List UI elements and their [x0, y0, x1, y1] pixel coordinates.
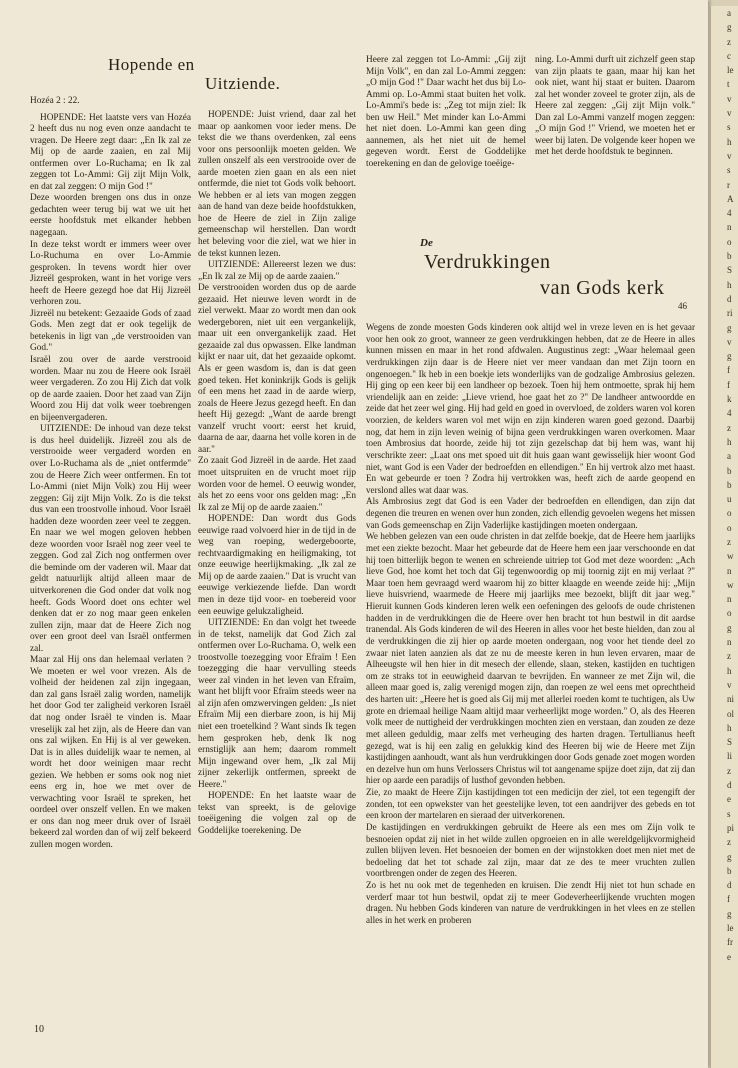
paragraph: Heere zal zeggen tot Lo-Ammi: „Gij zijt Mijn Volk", en dan zal Lo-Ammi zeggen: „O mijn God !" Daar wacht het dus bij Lo-Ammi op. Lo-Ammi staat buiten het volk. Lo-Ammi's bede is: „Zeg tot mijn ziel: Ik ben uw Heil." Met minder kan Lo-Ammi het niet doen. Lo-Ammi kan geen ding aannemen, als het niet uit de hemel gegeven wordt. Eerst de Goddelijke toerekening en dan de gelovige toeëige-: [366, 55, 526, 169]
edge-letter: d: [727, 880, 732, 891]
paragraph: Wegens de zonde moesten Gods kinderen ook altijd wel in vreze leven en is het gevaar voor hen ook zo groot, wanneer ze geen verdrukkingen hebben, dat ze de Heere in alles kunnen missen en maar in het rond afdwalen. Augustinus zegt: „Waar helemaal geen verdrukkingen zijn daar is de Heere niet ver meer vandaan dan met Zijn toorn en ongenoegen." Ik heb in een boekje iets wonderlijks van de godzalige Ambrosius gelezen. Hij ging op een keer bij een landheer op bezoek. Toen hij hem ontmoette, sprak hij hem vriendelijk aan en zeide: „Lieve vriend, hoe gaat het zo ?" De landheer antwoordde en zeide dat het zeer wel ging. Hij had geld en goed in overvloed, de zolders waren vol koren voorzien, de kelders waren vol met wijn en zijn kinderen waren goed gezond. Daarbij nog, dat hem in zijn leven weinig of bijna geen verdrukkingen waren overkomen. Maar toen Ambrosius dat hoorde, zeide hij tot zijn gezelschap dat bij hem was, want hij verschrikte zeer: „Laat ons met spoed uit dit huis gaan want gewisselijk hier woont God niet, want God is een Vader der bedroefden en ellendigen." En hij vertrok alzo met haast. En wat gebeurde er toen ? Zodra hij vertrokken was, heeft zich de aarde geopend en verslond alles wat daar was.: [366, 322, 695, 495]
paragraph: Jizreël nu betekent: Gezaaide Gods of zaad Gods. Men zegt dat er ook tegelijk de betekenis in ligt van „de verstrooiden van God.": [30, 308, 191, 354]
edge-letter: f: [727, 894, 730, 905]
edge-letter: b: [727, 479, 732, 490]
edge-letter: t: [727, 79, 730, 90]
article2-title-line1: Verdrukkingen: [424, 251, 551, 273]
edge-letter: g: [727, 22, 732, 33]
article2-body: [366, 322, 695, 927]
edge-letter: v: [727, 679, 732, 690]
bible-reference: Hozéa 2 : 22.: [30, 96, 80, 106]
column-4: [535, 55, 695, 159]
column-3: [366, 55, 526, 170]
edge-letter: v: [727, 108, 732, 119]
edge-letter: a: [727, 8, 731, 18]
edge-letter: z: [727, 36, 731, 47]
edge-letter: S: [727, 265, 733, 276]
edge-letter: s: [727, 165, 731, 176]
edge-letter: c: [727, 50, 731, 61]
edge-letter: o: [727, 608, 732, 619]
article-title-part1: Hopende en: [108, 55, 195, 74]
edge-letter: f: [727, 365, 730, 376]
edge-letter: ol: [727, 708, 735, 719]
edge-letter: z: [727, 837, 731, 848]
edge-letter: w: [727, 579, 734, 590]
paragraph: Als Ambrosius zegt dat God is een Vader der bedroefden en ellendigen, dan zijn dat degenen die treuren en wenen over hun zonden, zich ellendig gevoelen wegens het missen van Gods gemeenschap en Zijn Vaderlijke kastijdingen moeten ondergaan.: [366, 496, 695, 530]
edge-letter: pi: [727, 822, 735, 833]
edge-letter: n: [727, 637, 732, 648]
paragraph: Deze woorden brengen ons dus in onze gedachten weer terug bij wat we uit het eerste hoofdstuk met elkander hebben nagegaan.: [30, 193, 191, 239]
edge-letter: h: [727, 279, 732, 290]
edge-letter: fr: [727, 937, 733, 948]
article2-title-line2: van Gods kerk: [540, 277, 665, 299]
paragraph: HOPENDE: Het laatste vers van Hozéa 2 heeft dus nu nog even onze aandacht te vragen. De Heere zegt daar: „En Ik zal ze Mij op de aarde zaaien, en zal Mij ontfermen over Lo-Ruchama; en Ik zal zeggen tot Lo-Ammi: Gij zijt Mijn Volk, en dat zal zeggen: O mijn God !": [30, 112, 191, 192]
issue-number: 46: [678, 301, 687, 311]
edge-letter: b: [727, 465, 732, 476]
edge-letter: r: [727, 179, 730, 190]
edge-letter: k: [727, 394, 732, 405]
edge-letter: z: [727, 422, 731, 433]
edge-letter: h: [727, 665, 732, 676]
paragraph: De verstrooiden worden dus op de aarde gezaaid. Het nieuwe leven wordt in de ziel verwekt. Maar zo wordt men dan ook wedergeboren, niet uit een vergankelijk, maar uit een onvergankelijk zaad. Het gezaaide zal dus opwassen. Elke landman kijkt er naar uit, dat het gezaaide opkomt. Als er geen wasdom is, dan is dat geen goed teken. Het koninkrijk Gods is gelijk of een mens het zaad in de aarde wierp, zoals de Heere Jezus gezegd heeft. En dan heeft Hij gezegd: „Want de aarde brengt vanzelf vrucht voort: eerst het kruid, daarna de aar, daarna het volle koren in de aar.": [198, 283, 356, 455]
paragraph: Zo is het nu ook met de tegenheden en kruisen. Die zendt Hij niet tot hun schade en verderf maar tot hun bestwil, opdat zij te meer Godeverheerlijkende vruchten mogen dragen. Nu hebben Gods kinderen van nature de verdrukkingen in het vlees en ze stellen alles in het werk en proberen: [366, 880, 695, 925]
edge-letter: v: [727, 336, 732, 347]
edge-letter: o: [727, 236, 732, 247]
paragraph: Zo zaait God Jizreël in de aarde. Het zaad moet uitspruiten en de vrucht moet rijp worden voor de hemel. O eeuwig wonder, als het zo eens voor ons gelden mag: „En Ik zal ze Mij op de aarde zaaien.": [198, 456, 356, 513]
paragraph: In deze tekst wordt er immers weer over Lo-Ruchuma en over Lo-Ammie gesproken. In tevens wordt hier over Jizreël gesproken, want in het vorige vers heeft de Heere gezegd hoe dat Hij Jizreël verhoren zou.: [30, 239, 191, 308]
edge-letter: a: [727, 451, 731, 462]
edge-letter: n: [727, 594, 732, 605]
edge-letter: g: [727, 351, 732, 362]
edge-letter: 4: [727, 208, 732, 219]
edge-letter: g: [727, 851, 732, 862]
paragraph: Zie, zo maakt de Heere Zijn kastijdingen tot een medicijn der ziel, tot een tegengift der zonden, tot een opwekster van het geestelijke leven, tot een aandrijver des gebeds en tot een kroon der martelaren en sieraad der uitverkorenen.: [366, 787, 695, 821]
edge-letter: 4: [727, 408, 732, 419]
column-2: [198, 110, 356, 837]
edge-letter: o: [727, 508, 732, 519]
paragraph: HOPENDE: Juist vriend, daar zal het maar op aankomen voor ieder mens. De tekst die we thans overdenken, zal eens voor ons persoonlijk moeten gelden. We zullen onszelf als een verstrooide over de aarde moeten zien gaan en als een niet ontfermde, die niet tot Gods volk behoort. We hebben er al iets van mogen zeggen aan de hand van deze beide hoofdstukken, hoe de Heere de ziel in Zijn zalige gemeenschap wil herstellen. Dan wordt het beleving voor die ziel, wat we hier in de tekst kunnen lezen.: [198, 110, 356, 259]
edge-letter: f: [727, 379, 730, 390]
paragraph: We hebben gelezen van een oude christen in dat zelfde boekje, dat de Heere hem jaarlijks met een ziekte bezocht. Maar het gebeurde dat de Heere hem een jaar verschoonde en dat hij toen bitterlijk begon te wenen en schreiende uitriep tot God met deze woorden: „Ach lieve God, hoe komt het toch dat Gij tegenwoordig op mij toornig zijt en mij verlaat ?" Maar toen hem gevraagd werd waarom hij zo bitter klaagde en weende zeide hij: „Mijn lieve huisvriend, waarmede de Heere mij jaarlijks mee bezoekt, blijft dit jaar weg." Hieruit kunnen Gods kinderen leren welk een oefeningen des geloofs de oude christenen hadden in de verdrukkingen die de Heere over hen bracht tot hun bestwil in dit aardse tranendal. Als Gods kinderen de wil des Heeren in alles voor het beste hielden, dan zou al de verdrukkingen die zij hier op aarde moeten ondergaan, nog voor het tiende deel zo zwaar niet laten aanzien als dat ze nu de meeste keren in hun leven ervaren, maar de Alheeugste wil hen hier in dit mesech der ellende, slaan, steken, kastijden en tuchtigen om ze straks tot in eeuwigheid daarvan te bevrijden. En wanneer ze met Zijn wil, die alleen maar goed is, zalig verenigd mogen zijn, dan roepen ze wel eens met oprechtheid des harten uit: „Heere het is goed als Gij mij met allerlei roeden komt te tuchtigen, als Uw grote en driemaal heilige Naam altijd maar verheerlijkt moge worden." O, als des Heeren volk meer de nuttigheid der verdrukkingen mochten zien en verstaan, dan zouden ze deze met alleen geduldig, maar zelfs met verheuging des harten dragen. Tertullianus heeft gezegd, wat is hij een zalig en gelukkig kind des Heeren bij wie de Heere met Zijn kastijdingen aanhoudt, want als hun verdrukkingen door Gods genade zoet mogen worden en dezelve hun om huns Verlossers Christus wil tot aangename spijze doet zijn, dat zij dan hier op aarde een paradijs of lusthof gevonden hebben.: [366, 531, 695, 786]
edge-letter: e: [727, 951, 731, 962]
edge-letter: ri: [727, 308, 733, 319]
paragraph: De kastijdingen en verdrukkingen gebruikt de Heere als een mes om Zijn volk te besnoeien opdat zij niet in het wilde zullen opgroeien en in alle wereldgelijkvormigheid zullen blijven leven. Het besnoeien der bomen en der wijnstokken doet men niet met de bedoeling dat het tot schade zal zijn, maar dat ze des te meer vruchten zullen voortbrengen onder de zegen des Heeren.: [366, 821, 695, 879]
edge-letter: g: [727, 622, 732, 633]
paragraph: Israël zou over de aarde verstrooid worden. Maar nu zou de Heere ook Israël weer vergaderen. Zo zou Hij Zich dat volk op de aarde zaaien. Door het zaad van Zijn Woord zou Hij dat volk weer toebrengen en bijeenvergaderen.: [30, 355, 191, 423]
edge-letter: A: [727, 193, 734, 204]
edge-letter: d: [727, 780, 732, 791]
paragraph: UITZIENDE: En dan volgt het tweede in de tekst, namelijk dat God Zich zal ontfermen over Lo-Ruchama. O, welk een troostvolle toezegging voor Efraïm ! Een toezegging die haar vervulling steeds weer zal vinden in het leven van Efraïm, want het blijft voor Efraïm steeds weer na al zijn afen omzwervingen gelden: „Is niet Efraïm Mij een dierbare zoon, is hij Mij niet een troetelkind ? Want sinds Ik tegen hem gesproken heb, denk Ik nog ernstiglijk aan hem; daarom rommelt Mijn ingewand over hem, „Ik zal Mij zijner zekerlijk ontfermen, spreekt de Heere.": [198, 618, 356, 790]
next-page-edge: [710, 6, 738, 1068]
paragraph: HOPENDE: En het laatste waar de tekst van spreekt, is de gelovige toeëigening die volgen zal op de Goddelijke toerekening. De: [198, 791, 356, 836]
article-title-part2: Uitziende.: [205, 74, 281, 93]
edge-letter: w: [727, 551, 734, 562]
edge-letter: ni: [727, 694, 735, 705]
paragraph: HOPENDE: Dan wordt dus Gods eeuwige raad volvoerd hier in de tijd in de weg van roeping, wedergeboorte, rechtvaardigmaking en heiligmaking, tot onze eeuwige heerlijkmaking. „Ik zal ze Mij op de aarde zaaien." Dat is vrucht van eeuwige verkiezende liefde. Dan wordt men in deze tijd voor- en toebereid voor een eeuwige gelukzaligheid.: [198, 514, 356, 617]
edge-letter: v: [727, 93, 732, 104]
edge-letter: o: [727, 522, 732, 533]
edge-letter: z: [727, 536, 731, 547]
edge-letter: u: [727, 494, 732, 505]
paragraph: ning. Lo-Ammi durft uit zichzelf geen stap van zijn plaats te gaan, maar hij kan het ook niet, want hij staat er buiten. Daarom zal het wonder zoveel te groter zijn, als de Heere zal zeggen: „Gij zijt Mijn volk." Dan zal Lo-Ammi vanzelf mogen zeggen: „O mijn God !" Vriend, we moeten het er weer bij laten. De volgende keer hopen we met het derde hoofdstuk te beginnen.: [535, 55, 695, 158]
page-number: 10: [34, 1024, 44, 1035]
edge-letter: n: [727, 565, 732, 576]
edge-letter: le: [727, 65, 734, 76]
edge-letter: le: [727, 923, 734, 933]
edge-letter: b: [727, 251, 732, 262]
column-1: [30, 96, 191, 852]
edge-letter: h: [727, 436, 732, 447]
edge-letter: g: [727, 322, 732, 333]
edge-letter: li: [727, 751, 733, 762]
edge-letter: n: [727, 222, 732, 233]
paragraph: UITZIENDE: Allereerst lezen we dus: „En Ik zal ze Mij op de aarde zaaien.": [198, 260, 356, 282]
edge-letter: z: [727, 651, 731, 662]
edge-letter: z: [727, 765, 731, 776]
paragraph: UITZIENDE: De inhoud van deze tekst is dus heel duidelijk. Jizreël zou als de verstrooide weer vergaderd worden en over Lo-Ruchama als de „niet ontfermde" zou de Heere Zich weer ontfermen. En tot Lo-Ammi (niet Mijn Volk) zou Hij weer zeggen: Gij zijt Mijn Volk. Zo is die tekst dus van een troostvolle inhoud. Voor Israël hadden deze woorden zeer veel te zeggen. En naar we wel mogen geloven hebben deze woorden voor Israël nog zeer veel te zeggen. God zal Zich nog ontfermen over die beminde om der vaderen wil. Maar dat geldt natuurlijk altijd alleen maar de uitverkorenen die God onder dat volk nog heeft. Gods Woord doet ons echter wel denken dat er zo nog maar geen enkelen zullen zijn, maar dat de Heere Zich nog over een groot deel van Israël ontfermen zal.: [30, 424, 191, 654]
edge-letter: s: [727, 122, 731, 133]
edge-letter: h: [727, 136, 732, 147]
edge-letter: s: [727, 808, 731, 819]
edge-letter: S: [727, 737, 733, 748]
edge-letter: h: [727, 722, 732, 733]
edge-letter: e: [727, 794, 731, 805]
edge-letter: v: [727, 150, 732, 161]
edge-letter: g: [727, 908, 732, 919]
paragraph: Maar zal Hij ons dan helemaal verlaten ? We moeten er wel voor vrezen. Als de volheid der heidenen zal zijn ingegaan, dan zal gans Israël zalig worden, namelijk het door God ter zaligheid verkoren Israël dat nog onder Israël te vinden is. Maar vreselijk zal het zijn, als de Heere dan van ons zal wijken. En Hij is al ver geweken. Dat is in alles duidelijk waar te nemen, al wordt het door weinigen maar recht gezien. We hebben er soms ook nog niet eens erg in, hoe we met over de verwachting voor Israël te spreken, het oordeel over onszelf vellen. En we maken er ons dan nog meer druk over of Israël bekeerd zal worden dan of wij zelf bekeerd zullen mogen worden.: [30, 655, 191, 850]
edge-letter: b: [727, 865, 732, 876]
edge-letter: d: [727, 293, 732, 304]
article2-title-small: De: [420, 237, 433, 249]
